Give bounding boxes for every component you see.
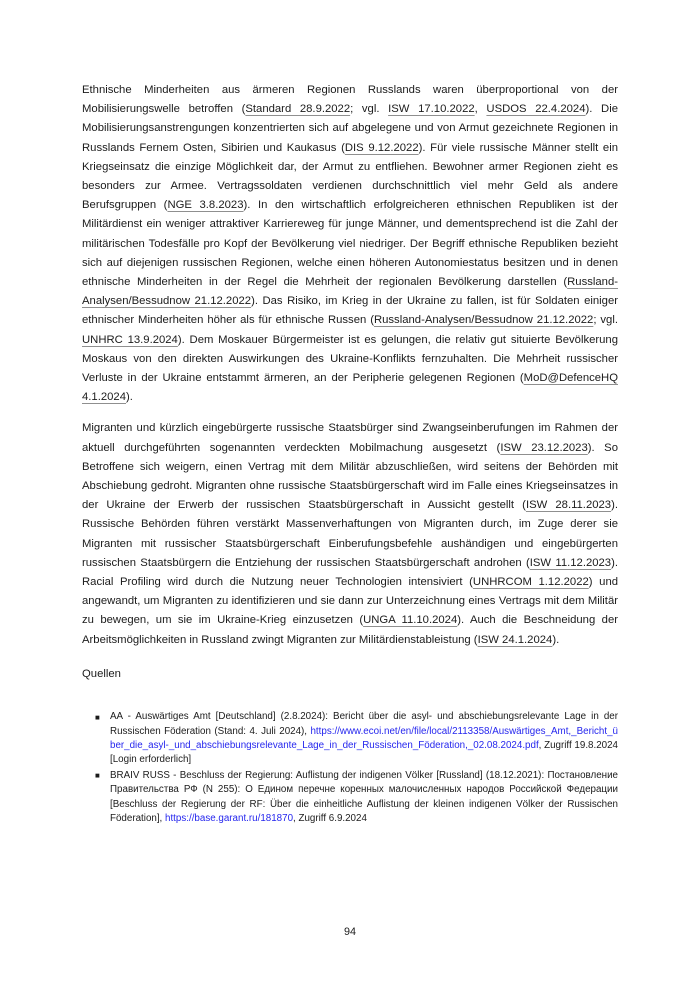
page-content [82, 81, 618, 827]
text-run: ). Racial Profiling wird durch die Nutzung neuer Technologien intensiviert ( [82, 556, 618, 589]
citation-link[interactable]: ISW 28.11.2023 [525, 499, 612, 512]
text-run: ). [125, 391, 133, 404]
source-text [110, 770, 618, 824]
text-run: ). Für viele russische Männer stellt ein Kriegseinsatz die einzige Möglichkeit dar, der Armut zu entfliehen. Bewohner armer Regionen zieht es besonders zur Armee. Vertragssoldaten verdienen durchschnittlich viel mehr Geld als andere Berufsgruppen ( [82, 141, 619, 212]
text-run: ; vgl. [593, 314, 618, 327]
body-text [82, 81, 618, 650]
external-link[interactable]: https://www.ecoi.net/en/file/local/2113358/Auswärtiges_Amt,_Bericht_über_die_asyl-_und_abschiebungsrelevante_Lage_in_der_Russischen_Föderation,_02.08.2024.pdf [110, 725, 618, 751]
text-run: ). Russische Behörden führen verstärkt Massenverhaftungen von Migranten durch, im Zuge derer sie Migranten mit russischer Staatsbürgerschaft Einberufungsbefehle aushändigen und eingebürgerten russischen Staatsbürgern die Entziehung der russischen Staatsbürgerschaft androhen ( [82, 499, 618, 569]
bullet-square-icon: ■ [95, 712, 100, 722]
sources-heading: Quellen [82, 667, 121, 680]
external-link[interactable]: https://base.garant.ru/181870 [165, 812, 294, 824]
text-run: , [474, 103, 487, 116]
citation-link[interactable]: UNHRCOM 1.12.2022 [472, 576, 589, 589]
text-run: ). Dem Moskauer Bürgermeister ist es gelungen, die relativ gut situierte Bevölkerung Moskaus von den direkten Auswirkungen des Ukraine-Konflikts fernzuhalten. Die Mehrheit russischer Verluste in der Ukraine entstammt ärmeren, an der Peripherie gelegenen Regionen ( [82, 333, 618, 385]
source-list-item [95, 710, 619, 768]
page-number: 94 [343, 926, 356, 938]
text-run: BRAIV RUSS - Beschluss der Regierung: Auflistung der indigenen Völker [Russland] (18.12.2021): Постановление Правительства РФ (N 255): О Едином перечне коренных малочисленных народов Российской Федерации [Beschluss der Regierung der RF: Über die einheitliche Auflistung der kleinen indigenen Völker der Russischen Föderation], [110, 769, 618, 824]
sources-list [82, 710, 618, 826]
paragraph [82, 81, 618, 407]
source-list-item [95, 769, 618, 827]
text-run: ). [552, 633, 560, 646]
text-run: Migranten und kürzlich eingebürgerte russische Staatsbürger sind Zwangseinberufungen im Rahmen der aktuell durchgeführten sogenannten verdeckten Mobilmachung ausgesetzt ( [82, 422, 618, 454]
citation-link[interactable]: NGE 3.8.2023 [167, 199, 244, 212]
text-run: , Zugriff 19.8.2024 [Login erforderlich] [110, 739, 619, 766]
citation-link[interactable]: MoD@DefenceHQ 4.1.2024 [82, 372, 618, 404]
text-run: ). Auch die Beschneidung der Arbeitsmöglichkeiten in Russland zwingt Migranten zur Militärdienstableistung ( [82, 614, 618, 646]
source-text [110, 711, 618, 765]
text-run: ) und angewandt, um Migranten zu identifizieren und sie dann zur Unterzeichnung eines Vertrags mit dem Militär zu bewegen, um sie im Ukraine-Krieg einzusetzen ( [82, 576, 619, 627]
citation-link[interactable]: Russland-Analysen/Bessudnow 21.12.2022 [373, 314, 594, 327]
citation-link[interactable]: DIS 9.12.2022 [344, 141, 419, 154]
bullet-square-icon: ■ [95, 771, 100, 781]
citation-link[interactable]: UNHRC 13.9.2024 [82, 333, 178, 346]
text-run: ). So Betroffene sich weigern, einen Vertrag mit dem Militär abzuschließen, wird seitens der Behörden mit Abschiebung gedroht. Migranten ohne russische Staatsbürgerschaft wird im Falle eines Kriegseinsatzes in der Ukraine der Erwerb der russischen Staatsbürgerschaft in Aussicht gestellt ( [82, 441, 619, 512]
citation-link[interactable]: ISW 24.1.2024 [477, 633, 553, 646]
citation-link[interactable]: Russland-Analysen/Bessudnow 21.12.2022 [82, 276, 618, 308]
text-run: AA - Auswärtiges Amt [Deutschland] (2.8.2024): Bericht über die asyl- und abschiebungsrelevante Lage in der Russischen Föderation (Stand: 4. Juli 2024), [110, 711, 618, 737]
citation-link[interactable]: Standard 28.9.2022 [245, 103, 351, 116]
citation-link[interactable]: USDOS 22.4.2024 [486, 103, 586, 116]
text-run: ; vgl. [350, 103, 389, 116]
text-run: , Zugriff 6.9.2024 [293, 812, 367, 824]
citation-link[interactable]: ISW 23.12.2023 [500, 441, 588, 454]
paragraph [82, 419, 618, 649]
text-run: ). Die Mobilisierungsanstrengungen konzentrierten sich auf abgelegene und von Armut gezeichnete Regionen in Russlands Fernem Osten, Sibirien und Kaukasus ( [82, 103, 618, 154]
citation-link[interactable]: ISW 17.10.2022 [388, 103, 475, 116]
citation-link[interactable]: ISW 11.12.2023 [529, 556, 612, 569]
text-run: Ethnische Minderheiten aus ärmeren Regionen Russlands waren überproportional von der Mobilisierungswelle betroffen ( [82, 84, 618, 116]
text-run: ). Das Risiko, im Krieg in der Ukraine zu fallen, ist für Soldaten einiger ethnischer Minderheiten höher als für ethnische Russen ( [82, 295, 618, 327]
text-run: ). In den wirtschaftlich erfolgreicheren ethnischen Republiken ist der Militärdienst ein weniger attraktiver Karriereweg für junge Männer, und dementsprechend ist die Zahl der militärischen Todesfälle pro Kopf der Bevölkerung viel niedriger. Der Begriff ethnische Republiken bezieht sich auf diejenigen russischen Regionen, welche einen höheren Autonomiestatus besitzen und in denen ethnische Minderheiten in der Regel die Mehrheit der regionalen Bevölkerung darstellen ( [82, 199, 619, 289]
citation-link[interactable]: UNGA 11.10.2024 [363, 614, 458, 627]
